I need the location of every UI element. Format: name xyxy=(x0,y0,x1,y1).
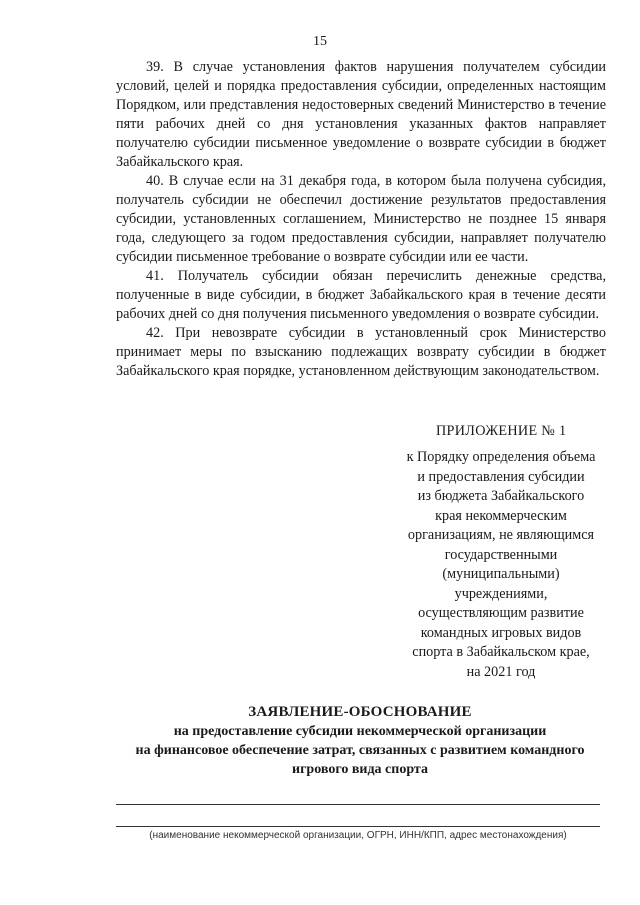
body-text xyxy=(116,58,606,381)
appendix-line: командных игровых видов xyxy=(420,624,582,641)
statement-heading xyxy=(100,703,620,779)
paragraph-39: 39. В случае установления фактов нарушения получателем субсидии условий, целей и порядка предоставления субсидии, определенных настоящим Порядком, или представления недостоверных сведений Министерство в течение пяти рабочих дней со дня установления указанных фактов направляет получателю субсидии письменное уведомление о возврате субсидии в бюджет Забайкальского края. xyxy=(116,59,606,170)
paragraph-40: 40. В случае если на 31 декабря года, в котором была получена субсидия, получатель субсидии не обеспечил достижение результатов предоставления субсидии, установленных соглашением, Министерство не позднее 15 января года, следующего за годом предоставления субсидии, направляет получателю субсидии письменное требование о возврате субсидии или ее части. xyxy=(116,173,606,265)
appendix-line: учреждениями, xyxy=(454,585,548,602)
appendix-line: на 2021 год xyxy=(466,663,536,680)
statement-subtitle-line: игрового вида спорта xyxy=(292,762,428,777)
statement-subtitle-line: на финансовое обеспечение затрат, связанных с развитием командного xyxy=(135,743,585,758)
appendix-line: осуществляющим развитие xyxy=(418,605,584,621)
paragraph-42: 42. При невозврате субсидии в установленный срок Министерство принимает меры по взысканию подлежащих возврату субсидии в бюджет Забайкальского края порядке, установленном действующим законодательством. xyxy=(116,325,606,379)
page-number: 15 xyxy=(313,34,327,49)
organization-caption: (наименование некоммерческой организации, ОГРН, ИНН/КПП, адрес местонахождения) xyxy=(149,830,567,841)
appendix-line: и предоставления субсидии xyxy=(417,468,585,485)
appendix-line: государственными xyxy=(444,546,558,563)
organization-fill-line xyxy=(116,804,600,805)
appendix-line: организациям, не являющимся xyxy=(407,527,595,543)
statement-subtitle-line: на предоставление субсидии некоммерческой организации xyxy=(173,724,547,739)
appendix-title: ПРИЛОЖЕНИЕ № 1 xyxy=(436,423,567,439)
appendix-line: (муниципальными) xyxy=(442,566,560,582)
organization-fill-line xyxy=(116,826,600,827)
appendix-reference xyxy=(395,448,607,682)
appendix-line: спорта в Забайкальском крае, xyxy=(412,644,590,660)
appendix-line: к Порядку определения объема xyxy=(406,449,596,465)
appendix-line: из бюджета Забайкальского xyxy=(417,488,585,504)
statement-title: ЗАЯВЛЕНИЕ-ОБОСНОВАНИЕ xyxy=(248,704,472,720)
paragraph-41: 41. Получатель субсидии обязан перечислить денежные средства, полученные в виде субсидии, в бюджет Забайкальского края в течение десяти рабочих дней со дня получения письменного уведомления о возврате субсидии. xyxy=(116,268,606,322)
appendix-line: края некоммерческим xyxy=(435,507,567,524)
